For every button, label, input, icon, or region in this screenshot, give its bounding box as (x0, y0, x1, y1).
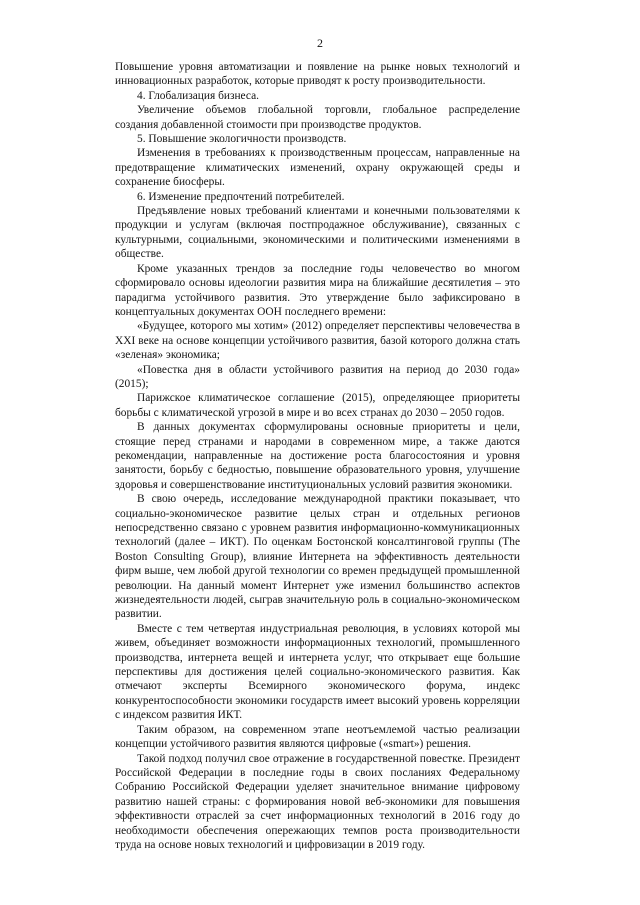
list-item-heading: 6. Изменение предпочтений потребителей. (137, 190, 345, 203)
list-item-heading: 4. Глобализация бизнеса. (137, 89, 259, 102)
paragraph: «Повестка дня в области устойчивого развития на период до 2030 года» (2015); (115, 363, 520, 390)
paragraph: Предъявление новых требований клиентами и конечными пользователями к продукции и услугам (включая постпродажное обслуживание), связанных с культурными, социальными, экономическими и политическими изменениями в обществе. (115, 205, 520, 261)
paragraph: Увеличение объемов глобальной торговли, глобальное распределение создания добавленной стоимости при производстве продуктов. (115, 104, 520, 131)
paragraph: Вместе с тем четвертая индустриальная революция, в условиях которой мы живем, объединяет возможности информационных технологий, промышленного производства, интернета вещей и интернета услуг, что открывает еще большие перспективы для достижения целей социально-экономического развития. Как отмечают эксперты Всемирного экономического форума, индекс конкурентоспособности экономики государств имеет высокий уровень корреляции с индексом развития ИКТ. (115, 622, 520, 722)
page-number: 2 (317, 36, 323, 50)
paragraph: Парижское климатическое соглашение (2015), определяющее приоритеты борьбы с климатической угрозой в мире и во всех странах до 2030 – 2050 годов. (115, 392, 520, 419)
paragraph-continuation: Повышение уровня автоматизации и появление на рынке новых технологий и инновационных разработок, которые приводят к росту производительности. (115, 61, 520, 88)
paragraph: «Будущее, которого мы хотим» (2012) определяет перспективы человечества в XXI веке на основе концепции устойчивого развития, базой которого должна стать «зеленая» экономика; (115, 320, 520, 362)
paragraph: Таким образом, на современном этапе неотъемлемой частью реализации концепции устойчивого развития являются цифровые («smart») решения. (115, 723, 520, 751)
list-item-heading: 5. Повышение экологичности производств. (137, 133, 347, 146)
paragraph: Кроме указанных трендов за последние годы человечество во многом сформировало основы идеологии развития мира на ближайшие десятилетия – это парадигма устойчивого развития. Это утверждение было зафиксировано в концептуальных документах ООН последнего времени: (115, 262, 520, 318)
document-body (115, 60, 520, 852)
paragraph: Изменения в требованиях к производственным процессам, направленные на предотвращение климатических изменений, охрану окружающей среды и сохранение биосферы. (115, 147, 520, 189)
paragraph: В свою очередь, исследование международной практики показывает, что социально-экономическое развитие целых стран и отдельных регионов непосредственно связано с уровнем развития информационно-коммуникационных технологий (далее – ИКТ). По оценкам Бостонской консалтинговой группы (The Boston Consulting Group), влияние Интернета на эффективность деятельности фирм выше, чем любой другой технологии со времен предыдущей промышленной революции. На данный момент Интернет уже изменил большинство аспектов жизнедеятельности людей, сыграв значительную роль в социально-экономическом развитии. (115, 493, 520, 621)
paragraph: В данных документах сформулированы основные приоритеты и цели, стоящие перед странами и народами в современном мире, а также даются рекомендации, направленные на достижение роста благосостояния и уровня занятости, борьбу с бедностью, повышение образовательного уровня, улучшение здоровья и совершенствование институциональных условий развития экономики. (115, 421, 520, 491)
paragraph: Такой подход получил свое отражение в государственной повестке. Президент Российской Федерации в последние годы в своих посланиях Федеральному Собранию Российской Федерации уделяет значительное внимание цифровому развитию нашей страны: с формирования новой веб-экономики для повышения эффективности отраслей за счет информационных технологий в 2016 году до необходимости обеспечения опережающих темпов роста производительности труда на основе новых технологий и цифровизации в 2019 году. (115, 752, 520, 851)
